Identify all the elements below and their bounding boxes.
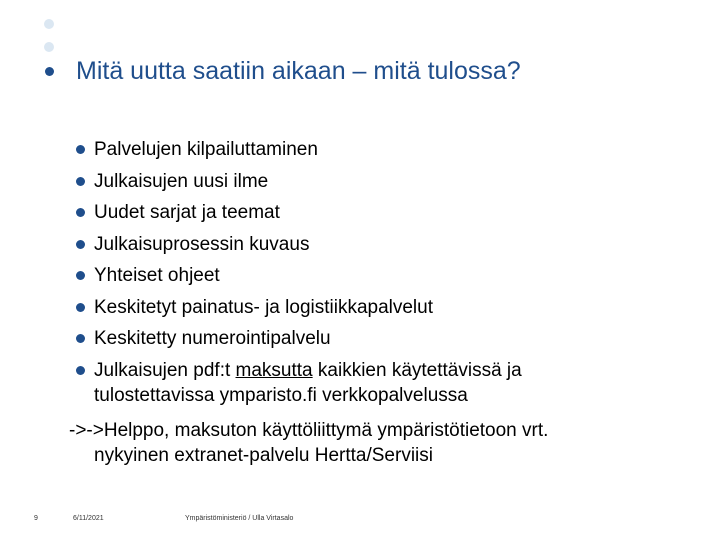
- bullet-dot: [76, 145, 85, 154]
- bullet-text-after: kaikkien käytettävissä ja: [312, 359, 522, 381]
- decorative-dot-light-middle: [44, 42, 54, 52]
- slide-title: Mitä uutta saatiin aikaan – mitä tulossa?: [76, 57, 521, 85]
- bullet-item: [76, 139, 696, 171]
- bullet-item: [76, 328, 696, 360]
- bullet-dot: [76, 334, 85, 343]
- footer-organization: Ympäristöministeriö / Ulla Virtasalo: [185, 515, 294, 522]
- continuation-line-1: tulostettavissa ymparisto.fi verkkopalvelussa: [94, 385, 468, 406]
- bullet-text-before: Julkaisujen pdf:t: [94, 359, 236, 381]
- bullet-item: [76, 297, 696, 329]
- bullet-dot: [76, 271, 85, 280]
- decorative-dot-light-top: [44, 19, 54, 29]
- arrow-line: ->->Helppo, maksuton käyttöliittymä ympäristötietoon vrt.: [69, 420, 549, 441]
- bullet-text: Yhteiset ohjeet: [94, 265, 220, 286]
- bullet-list: [76, 139, 696, 391]
- bullet-text: Julkaisuprosessin kuvaus: [94, 233, 310, 255]
- title-bullet-dot: [45, 67, 54, 76]
- bullet-text: Palvelujen kilpailuttaminen: [94, 139, 318, 160]
- bullet-dot: [76, 177, 85, 186]
- continuation-line-2: nykyinen extranet-palvelu Hertta/Serviisi: [94, 445, 433, 466]
- bullet-dot: [76, 240, 85, 249]
- bullet-item: [76, 234, 696, 266]
- bullet-dot: [76, 303, 85, 312]
- bullet-item: [76, 202, 696, 234]
- bullet-text: Julkaisujen uusi ilme: [94, 170, 269, 192]
- bullet-dot: [76, 366, 85, 375]
- bullet-item: [76, 171, 696, 203]
- bullet-text: Uudet sarjat ja teemat: [94, 202, 280, 223]
- footer-page-number: 9: [34, 515, 38, 522]
- underlined-word: maksutta: [235, 359, 313, 381]
- bullet-item: [76, 265, 696, 297]
- bullet-text: Keskitetty numerointipalvelu: [94, 328, 331, 349]
- footer-date: 6/11/2021: [73, 515, 104, 522]
- bullet-dot: [76, 208, 85, 217]
- bullet-text: Keskitetyt painatus- ja logistiikkapalvelut: [94, 296, 434, 318]
